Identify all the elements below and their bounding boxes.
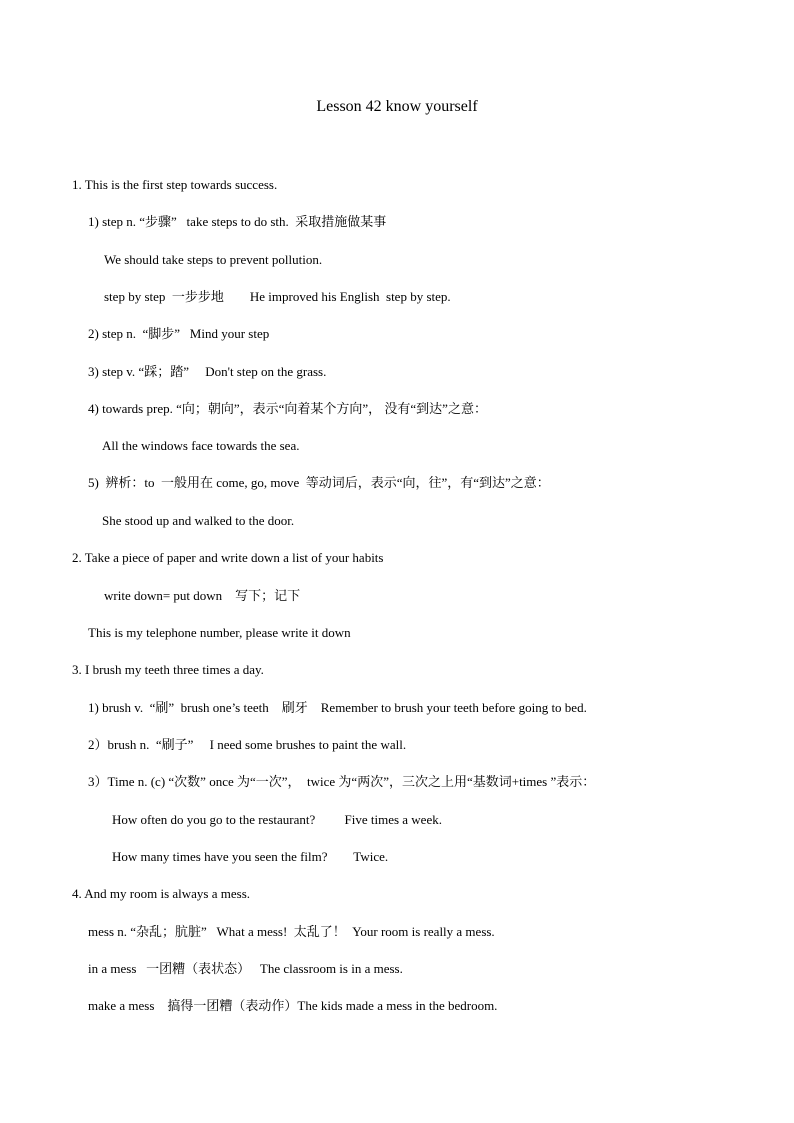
section-4-heading: 4. And my room is always a mess. [72, 886, 251, 901]
page-title: Lesson 42 know yourself [316, 98, 478, 115]
note-2-1: write down= put down 写下；记下 [104, 588, 301, 603]
note-1-3: 3) step v. “踩；踏” Don't step on the grass. [88, 364, 327, 379]
example-1-1: We should take steps to prevent pollution. [104, 252, 323, 267]
note-3-1: 1) brush v. “刷” brush one’s teeth 刷牙 Remember to brush your teeth before going to bed. [88, 700, 587, 715]
note-3-2: 2）brush n. “刷子” I need some brushes to paint the wall. [88, 737, 407, 752]
section-1-heading: 1. This is the first step towards success. [72, 177, 278, 192]
example-3-1: How often do you go to the restaurant? Five times a week. [112, 812, 442, 827]
note-4-1: mess n. “杂乱；肮脏” What a mess! 太乱了！ Your room is really a mess. [88, 924, 495, 939]
example-1-2: step by step 一步步地 He improved his English step by step. [104, 289, 451, 304]
section-3-heading: 3. I brush my teeth three times a day. [72, 662, 264, 677]
note-3-3: 3）Time n. (c) “次数” once 为“一次”， twice 为“两次”，三次之上用“基数词+times ”表示： [88, 774, 596, 789]
example-3-2: How many times have you seen the film? Twice. [112, 849, 389, 864]
note-4-2: in a mess 一团糟（表状态） The classroom is in a mess. [88, 961, 403, 976]
example-1-4: She stood up and walked to the door. [102, 513, 295, 528]
note-1-1: 1) step n. “步骤” take steps to do sth. 采取措施做某事 [88, 214, 387, 229]
note-1-2: 2) step n. “脚步” Mind your step [88, 326, 270, 341]
note-1-5: 5) 辨析：to 一般用在 come, go, move 等动词后，表示“向，往”，有“到达”之意： [88, 475, 550, 490]
note-4-3: make a mess 搞得一团糟（表动作）The kids made a mess in the bedroom. [88, 998, 498, 1013]
note-1-4: 4) towards prep. “向；朝向”，表示“向着某个方向”， 没有“到达”之意： [88, 401, 487, 416]
example-1-3: All the windows face towards the sea. [102, 438, 300, 453]
example-2-1: This is my telephone number, please write it down [88, 625, 351, 640]
section-2-heading: 2. Take a piece of paper and write down a list of your habits [72, 550, 384, 565]
